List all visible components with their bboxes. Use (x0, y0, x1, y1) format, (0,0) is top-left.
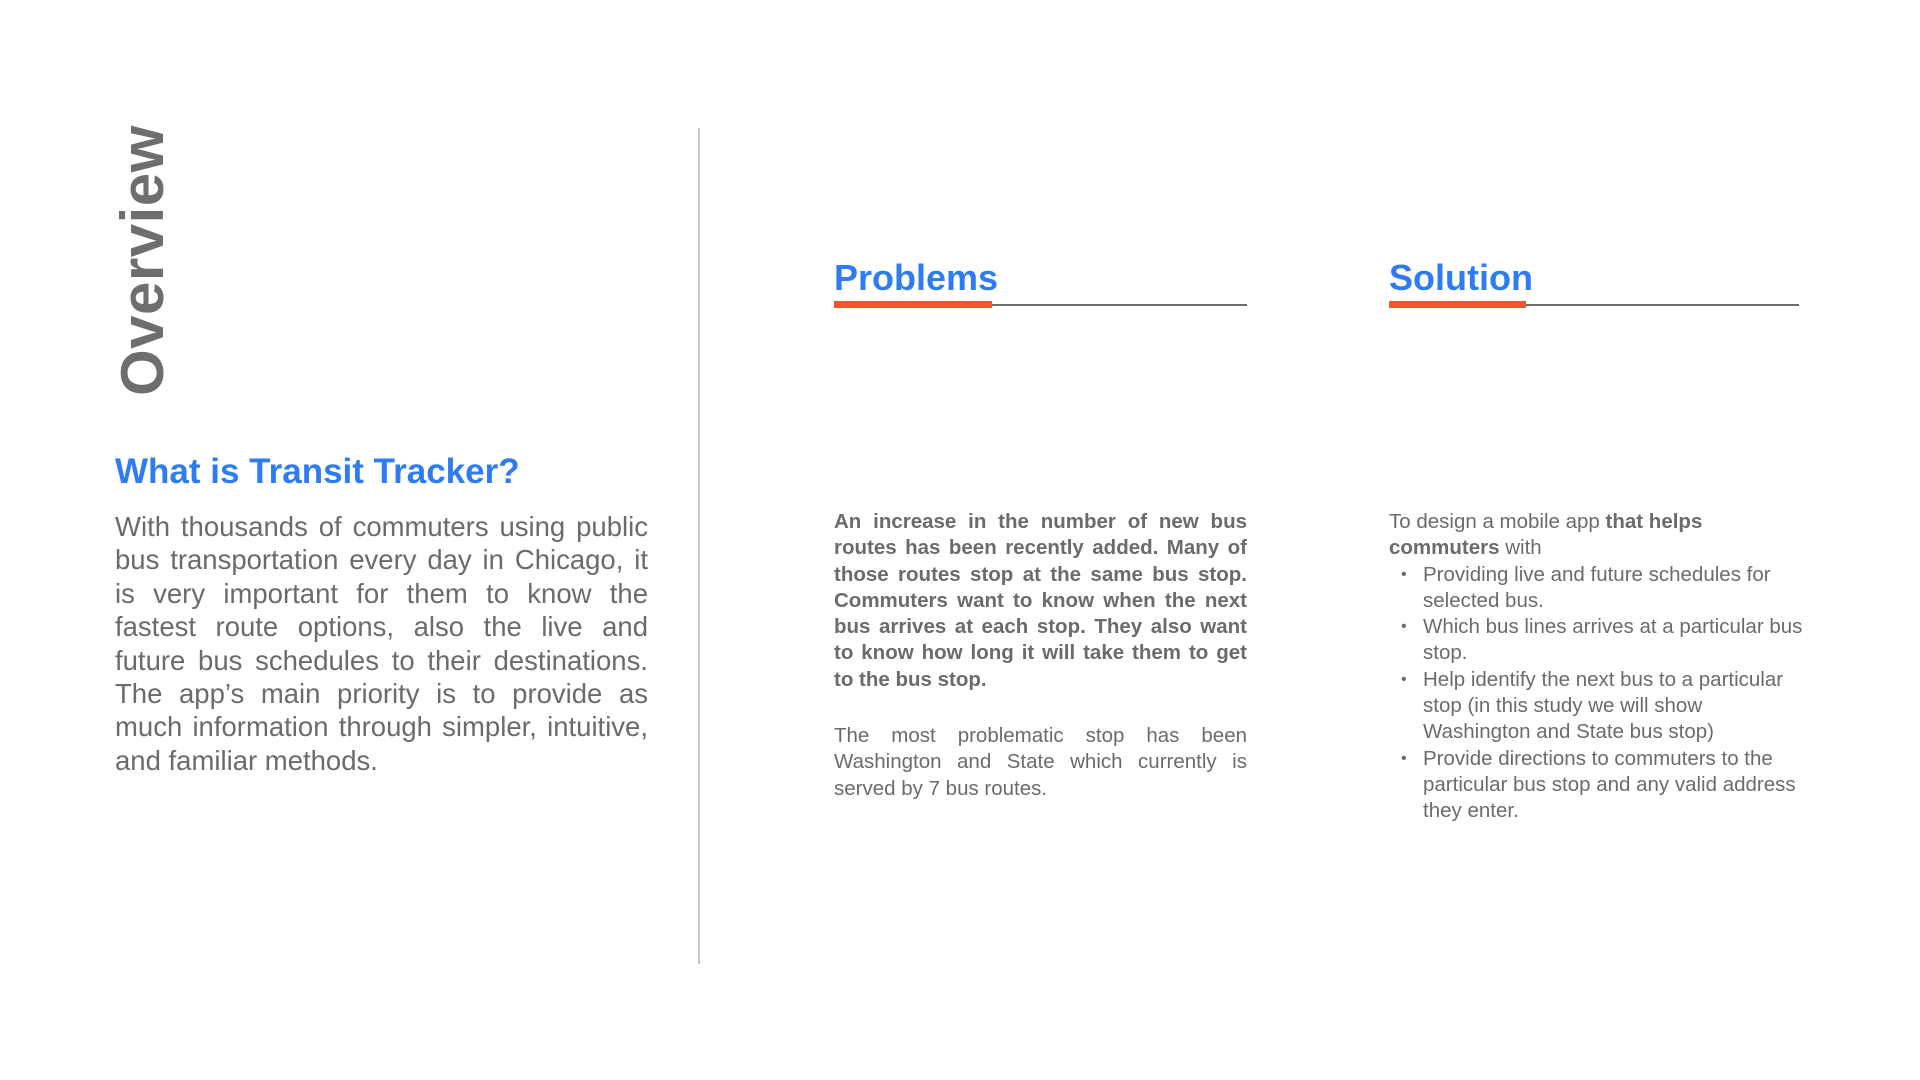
problems-header (834, 256, 1247, 306)
bullet-icon: • (1401, 565, 1407, 583)
solution-intro-suffix: with (1499, 536, 1542, 560)
list-item-text: Providing live and future schedules for selected bus. (1423, 562, 1771, 612)
bullet-icon: • (1401, 670, 1407, 688)
list-item (1389, 746, 1814, 825)
list-item (1389, 667, 1814, 746)
list-item-text: Provide directions to commuters to the particular bus stop and any valid address they enter. (1423, 746, 1796, 823)
list-item (1389, 614, 1814, 667)
problems-paragraph: The most problematic stop has been Washington and State which currently is served by 7 bus routes. (834, 724, 1247, 800)
list-item (1389, 562, 1814, 615)
solution-intro-bold: that helps commuters (1389, 510, 1703, 560)
vertical-divider (698, 128, 700, 964)
problems-bold-paragraph: An increase in the number of new bus routes has been recently added. Many of those routes stop at the same bus stop. Commuters want to know when the next bus arrives at each stop. They also want to know how long it will take them to get to the bus stop. (834, 510, 1247, 691)
overview-title: Overview (109, 125, 176, 396)
intro-heading: What is Transit Tracker? (115, 452, 520, 491)
problems-accent-bar (834, 301, 992, 308)
bullet-icon: • (1401, 749, 1407, 767)
problems-title: Problems (834, 257, 999, 298)
solution-list (1389, 562, 1814, 825)
solution-content (1389, 509, 1814, 825)
solution-header (1389, 256, 1799, 306)
solution-accent-bar (1389, 301, 1526, 308)
intro-body: With thousands of commuters using public bus transportation every day in Chicago, it is very important for them to know the fastest route options, also the live and future bus schedules to their destinations. The app’s main priority is to provide as much information through simpler, intuitive, and familiar methods. (115, 511, 648, 776)
list-item-text: Which bus lines arrives at a particular bus stop. (1423, 615, 1803, 665)
solution-title: Solution (1389, 257, 1533, 298)
solution-intro-prefix: To design a mobile app (1389, 510, 1606, 533)
bullet-icon: • (1401, 618, 1407, 636)
solution-intro (1389, 509, 1814, 562)
list-item-text: Help identify the next bus to a particular stop (in this study we will show Washington and State bus stop) (1423, 667, 1784, 744)
